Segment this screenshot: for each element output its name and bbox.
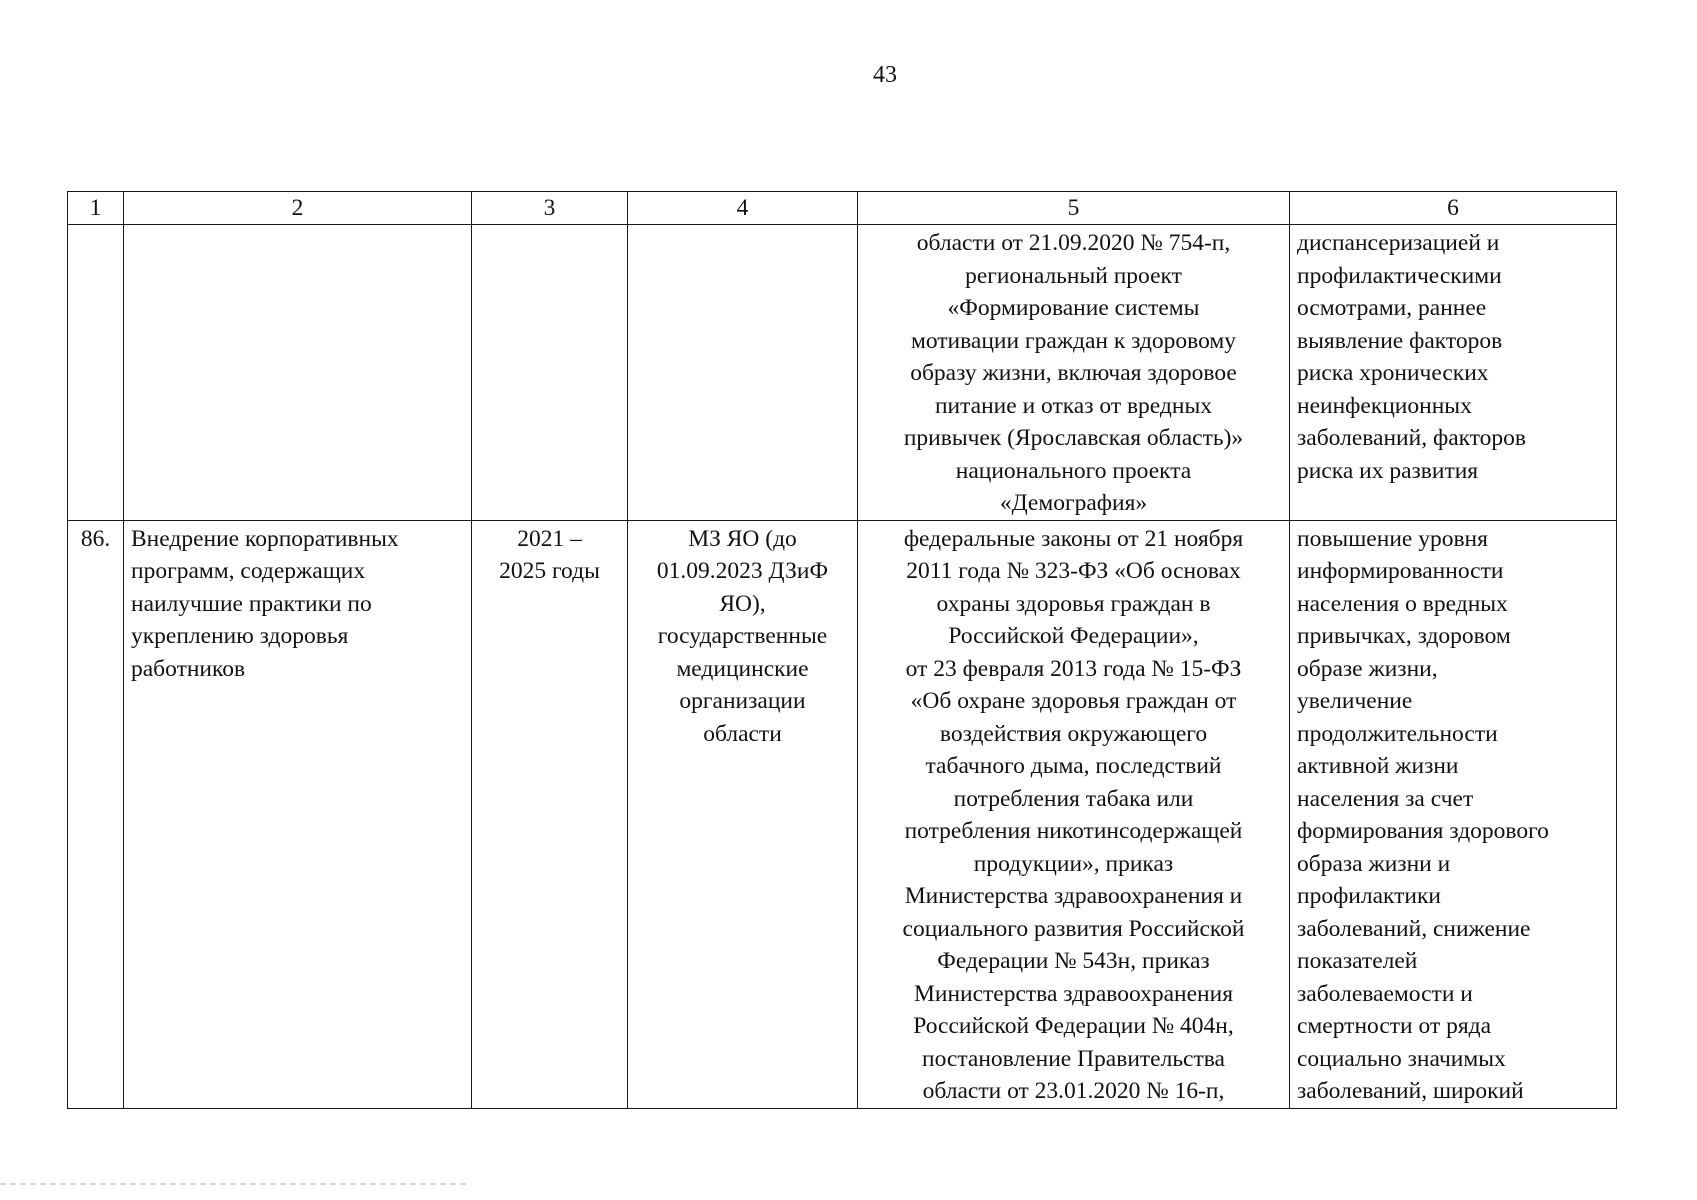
period-cell: 2021 – 2025 годы [472, 520, 628, 1108]
legal-basis-cell: федеральные законы от 21 ноября 2011 года № 323-ФЗ «Об основах охраны здоровья граждан в Российской Федерации», от 23 февраля 2013 года № 15-ФЗ «Об охране здоровья граждан от воздействия окружающего табачного дыма, последствий потребления табака или потребления никотинсодержащей продукции», приказ Министерства здравоохранения и социального развития Российской Федерации № 543н, приказ Министерства здравоохранения Российской Федерации № 404н, постановление Правительства области от 23.01.2020 № 16-п, [858, 520, 1290, 1108]
header-cell-2: 2 [124, 192, 472, 225]
expected-result-cell: повышение уровня информированности населения о вредных привычках, здоровом образе жизни, увеличение продолжительности активной жизни населения за счет формирования здорового образа жизни и профилактики заболеваний, снижение показателей заболеваемости и смертности от ряда социально значимых заболеваний, широкий [1290, 520, 1617, 1108]
row-number-cell [68, 225, 124, 521]
header-cell-6: 6 [1290, 192, 1617, 225]
measure-name-cell: Внедрение корпоративных программ, содержащих наилучшие практики по укреплению здоровья работников [124, 520, 472, 1108]
period-cell [472, 225, 628, 521]
header-cell-5: 5 [858, 192, 1290, 225]
table-row [68, 520, 1617, 1108]
page-number: 43 [873, 62, 897, 88]
row-number-cell: 86. [68, 520, 124, 1108]
legal-basis-cell: области от 21.09.2020 № 754-п, региональный проект «Формирование системы мотивации граждан к здоровому образу жизни, включая здоровое питание и отказ от вредных привычек (Ярославская область)» национального проекта «Демография» [858, 225, 1290, 521]
header-cell-3: 3 [472, 192, 628, 225]
scan-artifact-line [0, 1183, 470, 1185]
measure-name-cell [124, 225, 472, 521]
executor-cell: МЗ ЯО (до 01.09.2023 ДЗиФ ЯО), государственные медицинские организации области [628, 520, 858, 1108]
measures-table [67, 191, 1617, 1109]
header-cell-1: 1 [68, 192, 124, 225]
table-header-row [68, 192, 1617, 225]
executor-cell [628, 225, 858, 521]
table-row [68, 225, 1617, 521]
expected-result-cell: диспансеризацией и профилактическими осмотрами, раннее выявление факторов риска хронических неинфекционных заболеваний, факторов риска их развития [1290, 225, 1617, 521]
header-cell-4: 4 [628, 192, 858, 225]
